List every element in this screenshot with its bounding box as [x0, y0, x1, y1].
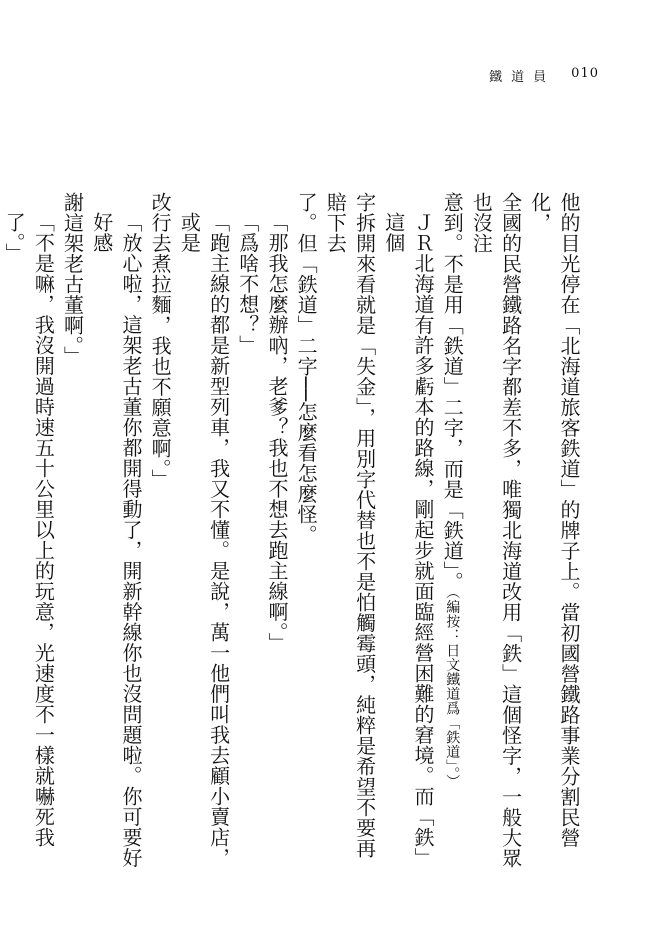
text-line: 全國的民營鐵路名字都差不多，唯獨北海道改用「鉄」這個怪字，一般大眾也沒注 [469, 192, 523, 869]
page-number: 010 [571, 66, 599, 81]
dialogue-line: 「爲啥不想？」 [235, 212, 260, 356]
running-header [489, 66, 599, 85]
text-line: ＪＲ北海道有許多虧本的路線，剛起步就面臨經營困難的窘境。而「鉄」這個 [381, 212, 435, 868]
dialogue-line: 「放心啦，這架老古董你都開得動了，開新幹線你也沒問題啦。你可要好好感 [89, 212, 143, 868]
body-text [0, 192, 583, 872]
book-title: 鐵道員 [489, 70, 556, 85]
text-segment: 意到。不是用「鉄道」二字，而是「鉄道」。 [440, 192, 465, 592]
text-line: 謝這架老古董啊。」 [60, 192, 85, 367]
dialogue-line: 「跑主線的都是新型列車，我又不懂。是說，萬一他們叫我去顧小賣店，或是 [177, 212, 231, 868]
dialogue-line: 「那我怎麼辦吶，老爹？我也不想去跑主線啊。」 [264, 212, 289, 653]
text-line: 了。但「鉄道」二字──怎麼看怎麼怪。 [294, 192, 319, 546]
text-line: 改行去煮拉麵，我也不願意啊。」 [148, 192, 173, 490]
editor-note: （編按：日文鐵道爲「鉄道」。） [444, 592, 461, 789]
text-line [437, 192, 466, 872]
dialogue-line: 「不是嘛，我沒開過時速五十公里以上的玩意，光速度不一樣就嚇死我了。」 [2, 212, 56, 848]
text-line: 他的目光停在「北海道旅客鉄道」的牌子上。當初國營鐵路事業分割民營化， [527, 192, 581, 848]
text-line: 字拆開來看就是「失金」，用別字代替也不是怕觸霉頭，純粹是希望不要再賠下去 [323, 192, 377, 859]
